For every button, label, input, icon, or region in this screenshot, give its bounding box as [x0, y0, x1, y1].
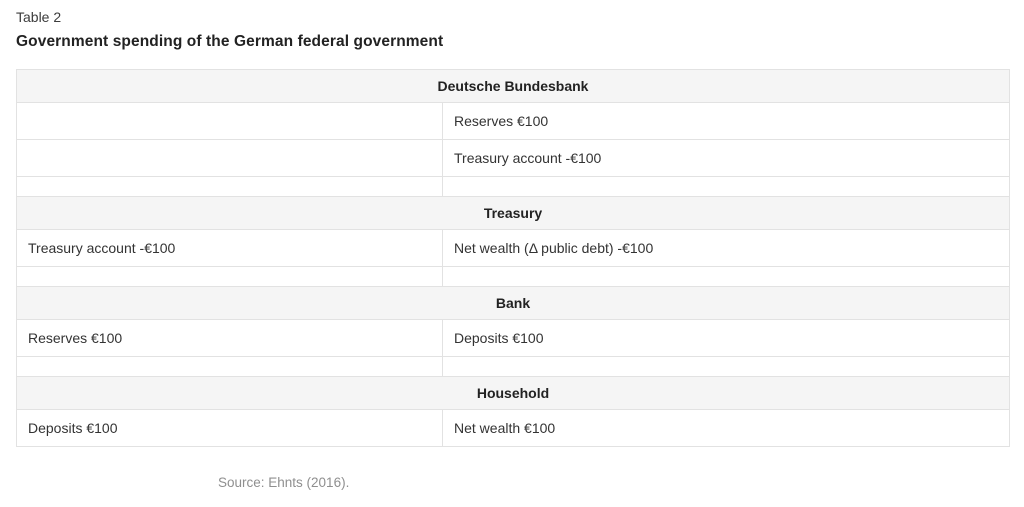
table-row: [17, 103, 1010, 140]
cell-right: Net wealth (Δ public debt) -€100: [443, 230, 1010, 267]
empty-cell: [17, 177, 443, 197]
balance-sheet-table: [16, 69, 1010, 447]
empty-cell: [443, 357, 1010, 377]
empty-cell: [443, 267, 1010, 287]
table-row: [17, 230, 1010, 267]
cell-right: Reserves €100: [443, 103, 1010, 140]
empty-cell: [17, 267, 443, 287]
cell-left: [17, 103, 443, 140]
table-label: Table 2: [16, 9, 62, 25]
section-header-treasury: Treasury: [17, 197, 1010, 230]
spacer-row: [17, 357, 1010, 377]
table-row: [17, 140, 1010, 177]
empty-cell: [443, 177, 1010, 197]
table-row: [17, 197, 1010, 230]
table-row: [17, 377, 1010, 410]
empty-cell: [17, 357, 443, 377]
cell-right: Treasury account -€100: [443, 140, 1010, 177]
table-row: [17, 287, 1010, 320]
cell-right: Deposits €100: [443, 320, 1010, 357]
cell-left: Treasury account -€100: [17, 230, 443, 267]
cell-left: Reserves €100: [17, 320, 443, 357]
table-row: [17, 320, 1010, 357]
cell-left: Deposits €100: [17, 410, 443, 447]
table-row: [17, 70, 1010, 103]
section-header-household: Household: [17, 377, 1010, 410]
page-title: Government spending of the German federal government: [16, 33, 444, 50]
spacer-row: [17, 267, 1010, 287]
cell-left: [17, 140, 443, 177]
section-header-bank: Bank: [17, 287, 1010, 320]
source-caption: Source: Ehnts (2016).: [218, 475, 350, 490]
table-row: [17, 410, 1010, 447]
spacer-row: [17, 177, 1010, 197]
section-header-deutsche-bundesbank: Deutsche Bundesbank: [17, 70, 1010, 103]
cell-right: Net wealth €100: [443, 410, 1010, 447]
